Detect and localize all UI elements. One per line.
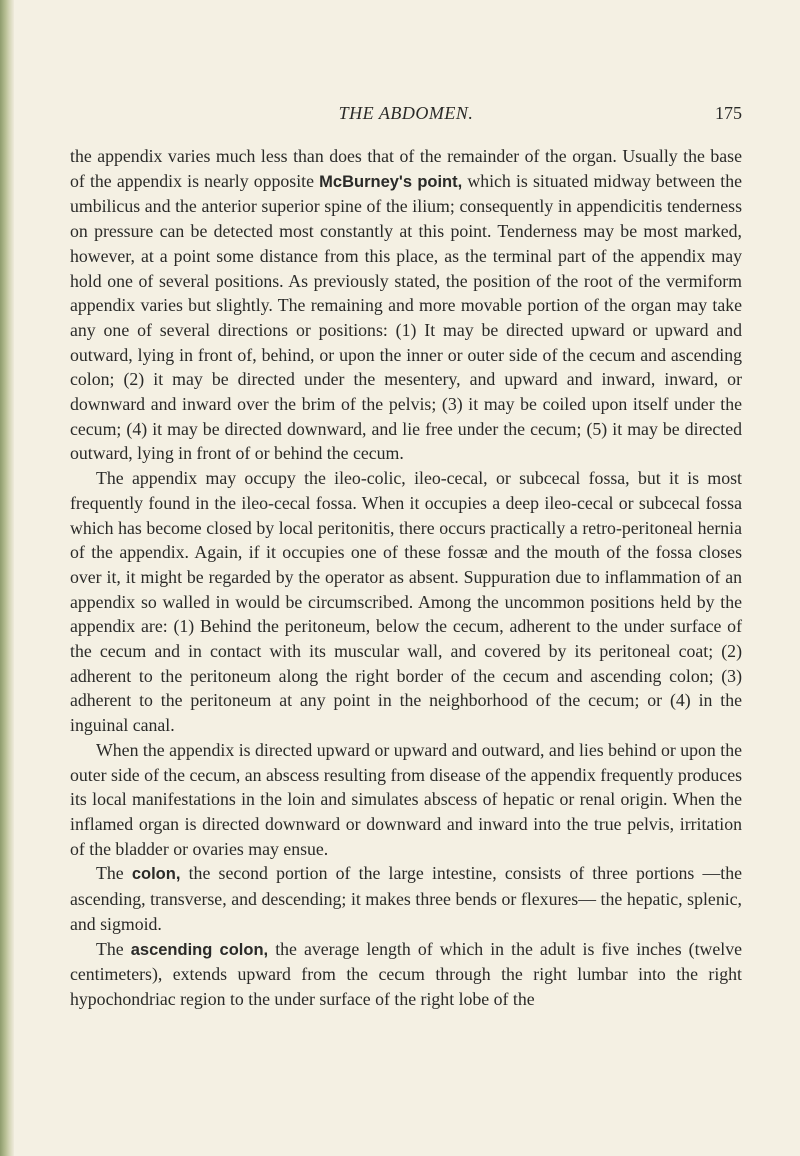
paragraph-appendix-fossae — [70, 466, 742, 738]
paragraph-ascending-colon — [70, 937, 742, 1012]
paragraph-text: the appendix varies much less than does that of the remainder of the organ. Usually the base of the appendix is nearly opposite — [70, 146, 742, 191]
paragraph-colon — [70, 861, 742, 936]
paragraph-text: the second portion of the large intestine, consists of three portions —the ascending, transverse, and descending; it makes three bends or flexures— the hepatic, splenic, and sigmoid. — [70, 863, 743, 934]
term-ascending-colon: ascending colon, — [130, 940, 269, 959]
term-colon: colon, — [131, 865, 181, 884]
page-number: 175 — [715, 103, 742, 123]
paragraph-appendix-positions — [70, 144, 742, 466]
paragraph-text: the average length of which in the adult is five inches (twelve centimeters), extends upward from the cecum through the right lumbar into the right hypochondriac region to the under surface of the right lobe of the — [70, 938, 743, 1009]
paragraph-text: The — [96, 863, 132, 884]
paragraph-appendix-abscess — [70, 738, 742, 862]
paragraph-text: which is situated midway between the umbilicus and the anterior superior spine of the ilium; consequently in appendicitis tenderness on pressure can be detected most constantly at this point. Tenderness may be most marked, however, at a point some distance from this place, as the terminal part of the appendix may hold one of several positions. As previously stated, the position of the root of the vermiform appendix varies but slightly. The remaining and more movable portion of the organ may take any one of several directions or positions: (1) It may be directed upward or upward and outward, lying in front of, behind, or upon the inner or outer side of the cecum and ascending colon; (2) it may be directed under the mesentery, and upward and inward, inward, or downward and inward over the brim of the pelvis; (3) it may be coiled upon itself under the cecum; (4) it may be directed downward, and lie free under the cecum; (5) it may be directed outward, lying in front of or behind the cecum. — [70, 170, 742, 464]
paragraph-text: When the appendix is directed upward or upward and outward, and lies behind or upon the outer side of the cecum, an abscess resulting from disease of the appendix frequently produces its local manifestations in the loin and simulates abscess of hepatic or renal origin. When the inflamed organ is directed downward or downward and inward into the true pelvis, irritation of the bladder or ovaries may ensue. — [70, 739, 743, 859]
running-title: THE ABDOMEN. — [338, 103, 474, 123]
body-text — [70, 144, 742, 1012]
paragraph-text: The — [96, 938, 131, 959]
running-head — [70, 103, 742, 127]
paragraph-text: The appendix may occupy the ileo-colic, ileo-cecal, or subcecal fossa, but it is most frequently found in the ileo-cecal fossa. When it occupies a deep ileo-cecal or subcecal fossa which has become closed by local peritonitis, there occurs practically a retro-peritoneal hernia of the appendix. Again, if it occupies one of these fossæ and the mouth of the fossa closes over it, it might be regarded by the operator as absent. Suppuration due to inflammation of an appendix so walled in would be circumscribed. Among the uncommon positions held by the appendix are: (1) Behind the peritoneum, below the cecum, adherent to the under surface of the cecum and in contact with its muscular wall, and covered by its peritoneal coat; (2) adherent to the peritoneum along the right border of the cecum and ascending colon; (3) adherent to the peritoneum at any point in the neighborhood of the cecum; or (4) in the inguinal canal. — [70, 468, 742, 736]
term-mcburneys-point: McBurney's point, — [319, 172, 463, 191]
